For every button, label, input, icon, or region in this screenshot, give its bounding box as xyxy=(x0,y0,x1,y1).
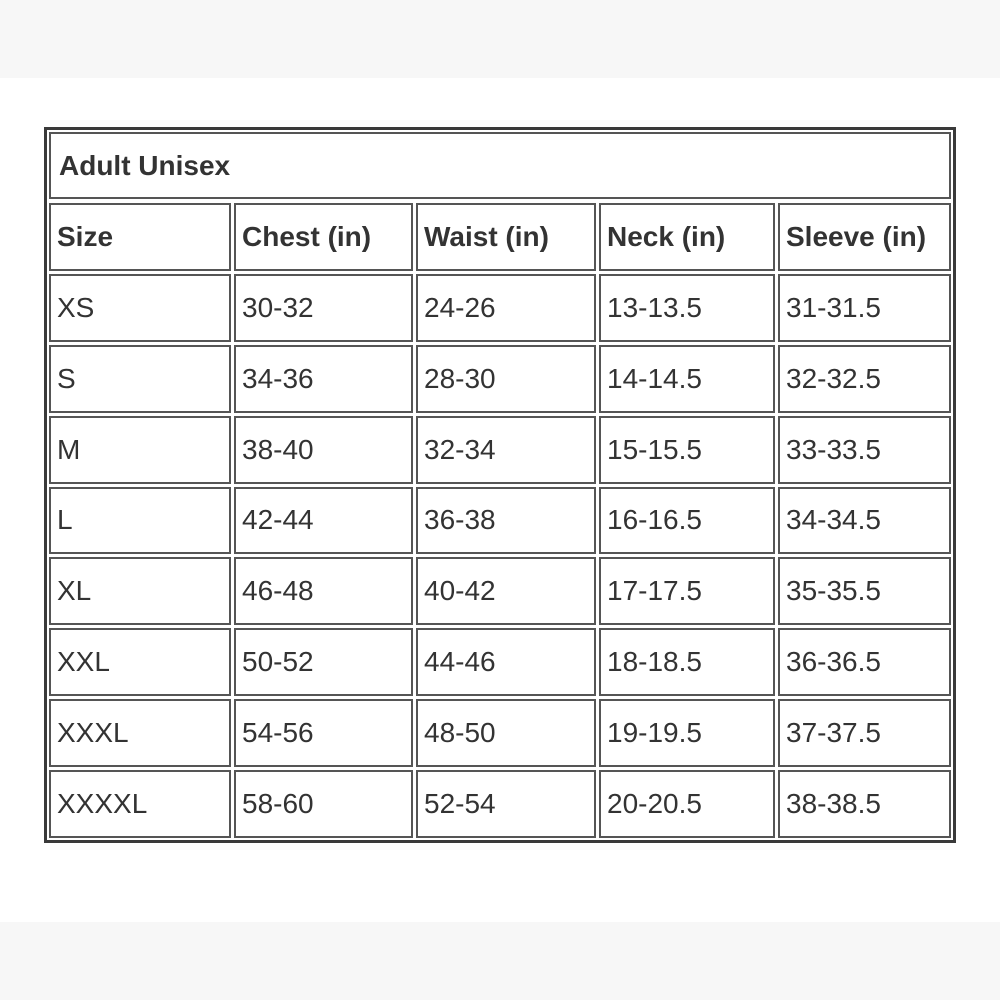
cell-sleeve: 31-31.5 xyxy=(778,274,951,342)
cell-sleeve: 36-36.5 xyxy=(778,628,951,696)
cell-sleeve: 35-35.5 xyxy=(778,557,951,625)
cell-chest: 38-40 xyxy=(234,416,413,484)
top-background-band xyxy=(0,0,1000,78)
cell-neck: 20-20.5 xyxy=(599,770,775,838)
table-grid xyxy=(49,203,951,838)
header-waist: Waist (in) xyxy=(416,203,596,271)
cell-sleeve: 37-37.5 xyxy=(778,699,951,767)
cell-neck: 14-14.5 xyxy=(599,345,775,413)
cell-waist: 28-30 xyxy=(416,345,596,413)
cell-neck: 16-16.5 xyxy=(599,487,775,555)
cell-size: S xyxy=(49,345,231,413)
cell-neck: 17-17.5 xyxy=(599,557,775,625)
cell-size: XXXXL xyxy=(49,770,231,838)
table-title: Adult Unisex xyxy=(49,132,951,199)
cell-size: M xyxy=(49,416,231,484)
cell-chest: 30-32 xyxy=(234,274,413,342)
cell-waist: 24-26 xyxy=(416,274,596,342)
size-chart-table xyxy=(44,127,956,843)
cell-size: XL xyxy=(49,557,231,625)
cell-sleeve: 33-33.5 xyxy=(778,416,951,484)
cell-waist: 32-34 xyxy=(416,416,596,484)
cell-size: L xyxy=(49,487,231,555)
cell-size: XXXL xyxy=(49,699,231,767)
cell-sleeve: 34-34.5 xyxy=(778,487,951,555)
cell-chest: 58-60 xyxy=(234,770,413,838)
cell-chest: 50-52 xyxy=(234,628,413,696)
header-size: Size xyxy=(49,203,231,271)
cell-waist: 48-50 xyxy=(416,699,596,767)
header-chest: Chest (in) xyxy=(234,203,413,271)
bottom-background-band xyxy=(0,922,1000,1000)
cell-chest: 46-48 xyxy=(234,557,413,625)
cell-sleeve: 38-38.5 xyxy=(778,770,951,838)
header-sleeve: Sleeve (in) xyxy=(778,203,951,271)
cell-sleeve: 32-32.5 xyxy=(778,345,951,413)
cell-chest: 54-56 xyxy=(234,699,413,767)
cell-neck: 18-18.5 xyxy=(599,628,775,696)
cell-size: XXL xyxy=(49,628,231,696)
cell-waist: 36-38 xyxy=(416,487,596,555)
cell-chest: 34-36 xyxy=(234,345,413,413)
cell-waist: 44-46 xyxy=(416,628,596,696)
cell-size: XS xyxy=(49,274,231,342)
header-neck: Neck (in) xyxy=(599,203,775,271)
cell-chest: 42-44 xyxy=(234,487,413,555)
cell-waist: 40-42 xyxy=(416,557,596,625)
cell-neck: 19-19.5 xyxy=(599,699,775,767)
cell-neck: 15-15.5 xyxy=(599,416,775,484)
cell-neck: 13-13.5 xyxy=(599,274,775,342)
cell-waist: 52-54 xyxy=(416,770,596,838)
